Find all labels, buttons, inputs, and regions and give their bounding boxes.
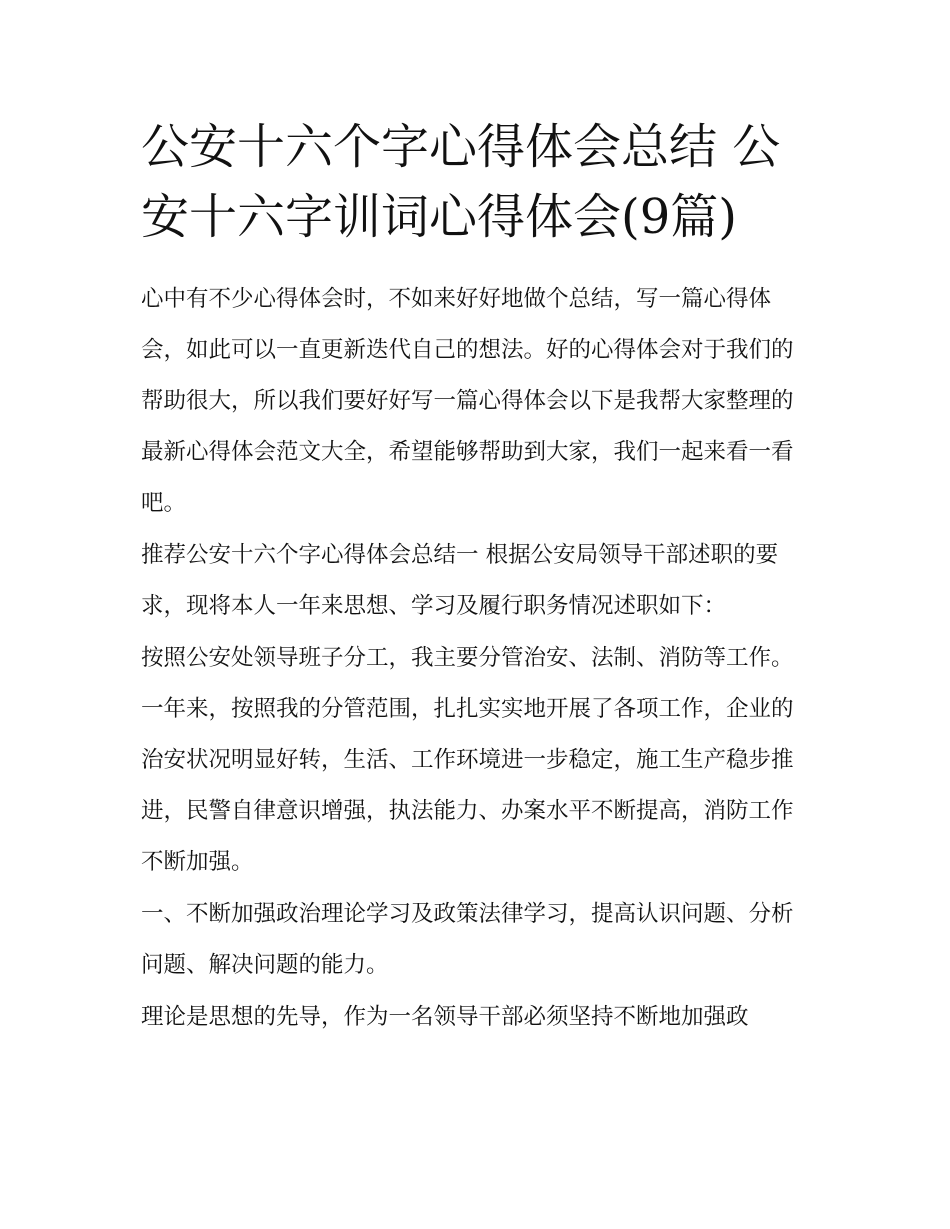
paragraph-duties: 按照公安处领导班子分工，我主要分管治安、法制、消防等工作。一年来，按照我的分管范围，扎扎实实地开展了各项工作，企业的治安状况明显好转，生活、工作环境进一步稳定，施工生产稳步推进，民警自律意识增强，执法能力、办案水平不断提高，消防工作不断加强。 xyxy=(141,645,794,875)
document-body xyxy=(141,274,813,1043)
paragraph-intro: 心中有不少心得体会时，不如来好好地做个总结，写一篇心得体会，如此可以一直更新迭代自己的想法。好的心得体会对于我们的帮助很大，所以我们要好好写一篇心得体会以下是我帮大家整理的最新心得体会范文大全，希望能够帮助到大家，我们一起来看一看吧。 xyxy=(141,286,794,516)
document-page xyxy=(141,112,813,1043)
paragraph-section-one: 一、不断加强政治理论学习及政策法律学习，提高认识问题、分析问题、解决问题的能力。 xyxy=(141,901,794,978)
paragraph-theory: 理论是思想的先导，作为一名领导干部必须坚持不断地加强政 xyxy=(141,1004,749,1030)
paragraph-recommend: 推荐公安十六个字心得体会总结一 根据公安局领导干部述职的要求，现将本人一年来思想、学习及履行职务情况述职如下： xyxy=(141,542,779,619)
document-title: 公安十六个字心得体会总结 公安十六字训词心得体会(9篇) xyxy=(141,119,781,245)
